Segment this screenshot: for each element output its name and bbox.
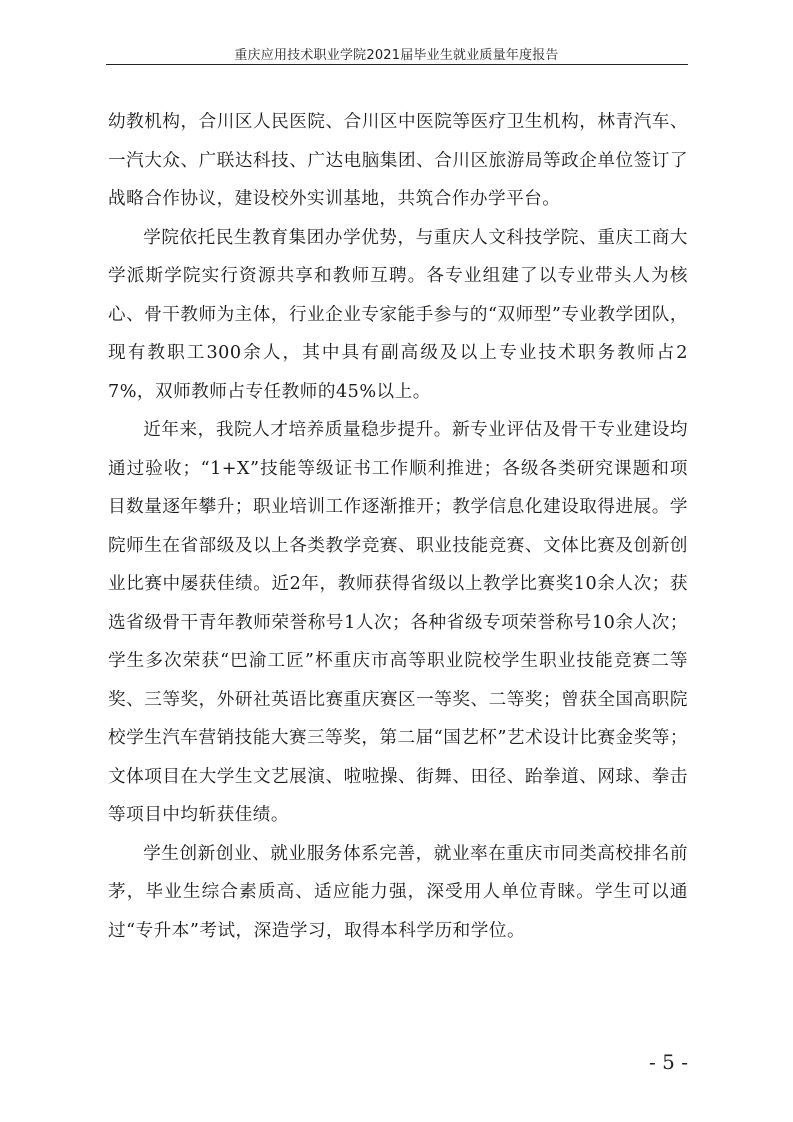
header-divider: [106, 64, 688, 65]
paragraph-achievements: 近年来，我院人才培养质量稳步提升。新专业评估及骨干专业建设均通过验收；“1+X”技能等级证书工作顺利推进；各级各类研究课题和项目数量逐年攀升；职业培训工作逐渐推开；教学信息化建设取得进展。学院师生在省部级及以上各类教学竞赛、职业技能竞赛、文体比赛及创新创业比赛中屡获佳绩。近2年，教师获得省级以上教学比赛奖10余人次；获选省级骨干青年教师荣誉称号1人次；各种省级专项荣誉称号10余人次；学生多次荣获“巴渝工匠”杯重庆市高等职业院校学生职业技能竞赛二等奖、三等奖，外研社英语比赛重庆赛区一等奖、二等奖；曾获全国高职院校学生汽车营销技能大赛三等奖，第二届“国艺杯”艺术设计比赛金奖等；文体项目在大学生文艺展演、啦啦操、街舞、田径、跆拳道、网球、拳击等项目中均斩获佳绩。: [108, 420, 688, 825]
page-number: - 5 -: [649, 1050, 688, 1074]
paragraph-continuation: 幼教机构，合川区人民医院、合川区中医院等医疗卫生机构，林青汽车、一汽大众、广联达科技、广达电脑集团、合川区旅游局等政企单位签订了战略合作协议，建设校外实训基地，共筑合作办学平台。: [108, 112, 688, 209]
paragraph-faculty: 学院依托民生教育集团办学优势，与重庆人文科技学院、重庆工商大学派斯学院实行资源共享和教师互聘。各专业组建了以专业带头人为核心、骨干教师为主体，行业企业专家能手参与的“双师型”专业教学团队，现有教职工300余人，其中具有副高级及以上专业技术职务教师占27%，双师教师占专任教师的45%以上。: [108, 227, 688, 402]
paragraph-employment: 学生创新创业、就业服务体系完善，就业率在重庆市同类高校排名前茅，毕业生综合素质高、适应能力强，深受用人单位青睐。学生可以通过“专升本”考试，深造学习，取得本科学历和学位。: [108, 843, 688, 941]
page-header-title: 重庆应用技术职业学院2021届毕业生就业质量年度报告: [234, 48, 559, 63]
document-body: [108, 103, 688, 950]
